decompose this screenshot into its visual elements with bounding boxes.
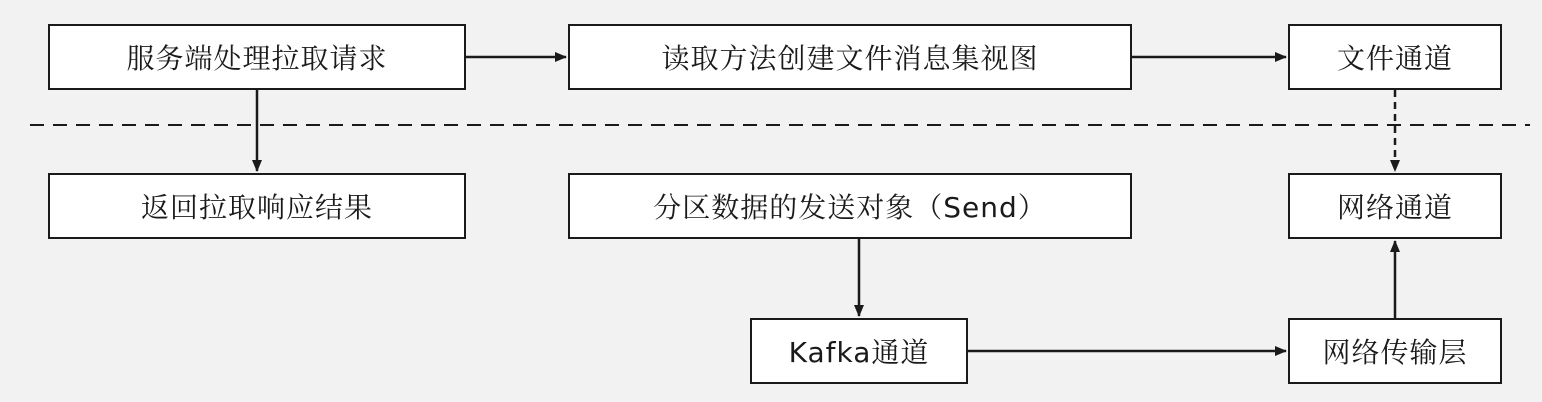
node-server-fetch-request: 服务端处理拉取请求 [48,24,466,90]
node-kafka-channel: Kafka通道 [750,318,968,384]
node-read-file-message-view: 读取方法创建文件消息集视图 [568,24,1132,90]
node-network-channel: 网络通道 [1288,173,1502,239]
node-return-fetch-response: 返回拉取响应结果 [48,173,466,239]
node-file-channel: 文件通道 [1288,24,1502,90]
node-network-transport-layer: 网络传输层 [1288,318,1502,384]
node-partition-send-object: 分区数据的发送对象（Send） [568,173,1132,239]
